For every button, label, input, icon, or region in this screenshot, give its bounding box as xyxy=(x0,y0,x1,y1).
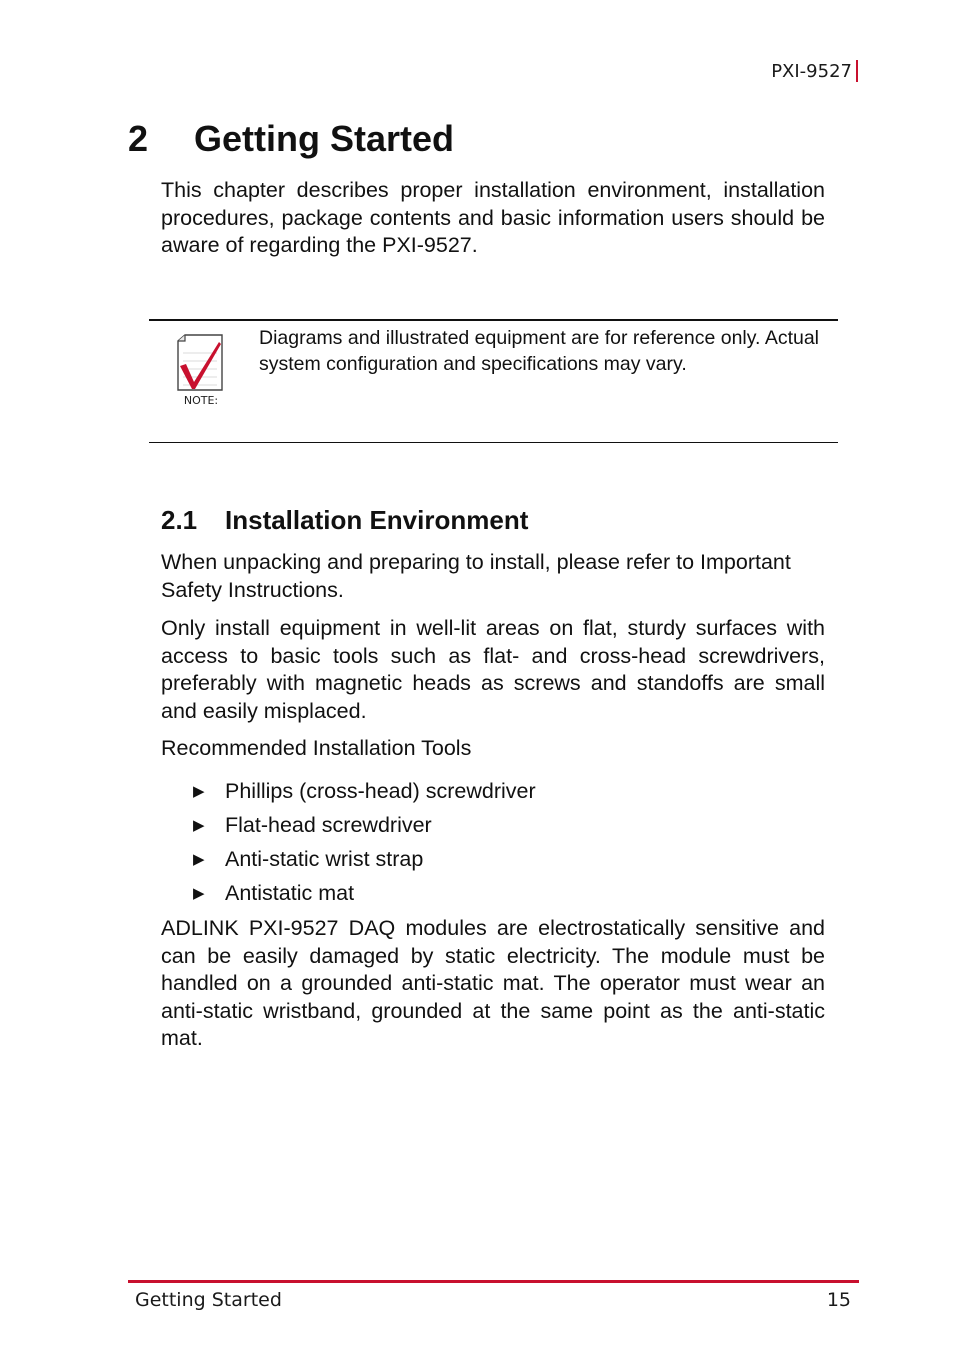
header-model xyxy=(771,60,858,82)
footer-page-number: 15 xyxy=(826,1289,851,1311)
paragraph-install-location: Only install equipment in well-lit areas on flat, sturdy surfaces with access to basic tools such as flat- and cross-head screwdrivers, preferably with magnetic heads as screws and standoffs are small and easily misplaced. xyxy=(161,616,825,723)
footer-section-name: Getting Started xyxy=(135,1289,282,1311)
triangle-bullet-icon: ▶ xyxy=(193,817,205,834)
paragraph-unpacking: When unpacking and preparing to install, please refer to Important Safety Instructions. xyxy=(161,550,791,602)
header-accent-bar xyxy=(856,60,858,82)
chapter-title xyxy=(128,118,454,160)
triangle-bullet-icon: ▶ xyxy=(193,851,205,868)
list-item-text: Phillips (cross-head) screwdriver xyxy=(225,778,536,803)
chapter-number: 2 xyxy=(128,118,149,159)
section-title-text: Installation Environment xyxy=(225,505,529,535)
note-text: Diagrams and illustrated equipment are for reference only. Actual system configuration and specifications may vary. xyxy=(259,327,820,375)
list-item-text: Antistatic mat xyxy=(225,880,355,905)
list-item-text: Flat-head screwdriver xyxy=(225,812,432,837)
paragraph-tools-heading: Recommended Installation Tools xyxy=(161,736,472,760)
checkmark-note-icon xyxy=(175,333,225,393)
note-box xyxy=(149,319,838,443)
note-label: NOTE: xyxy=(183,394,219,407)
list-item xyxy=(193,774,536,808)
chapter-title-text: Getting Started xyxy=(194,118,455,159)
list-item xyxy=(193,876,536,910)
chapter-intro: This chapter describes proper installation environment, installation procedures, package contents and basic information users should be aware of regarding the PXI-9527. xyxy=(161,178,825,257)
paragraph-esd-warning: ADLINK PXI-9527 DAQ modules are electrostatically sensitive and can be easily damaged by static electricity. The module must be handled on a grounded anti-static mat. The operator must wear an anti-static wristband, grounded at the same point as the anti-static mat. xyxy=(161,916,825,1050)
list-item xyxy=(193,842,536,876)
triangle-bullet-icon: ▶ xyxy=(193,783,205,800)
list-item-text: Anti-static wrist strap xyxy=(225,846,424,871)
header-model-text: PXI-9527 xyxy=(771,60,852,82)
triangle-bullet-icon: ▶ xyxy=(193,885,205,902)
section-number: 2.1 xyxy=(161,505,198,535)
list-item xyxy=(193,808,536,842)
tool-list xyxy=(193,774,536,910)
section-title xyxy=(161,505,528,536)
footer-rule xyxy=(128,1280,859,1283)
